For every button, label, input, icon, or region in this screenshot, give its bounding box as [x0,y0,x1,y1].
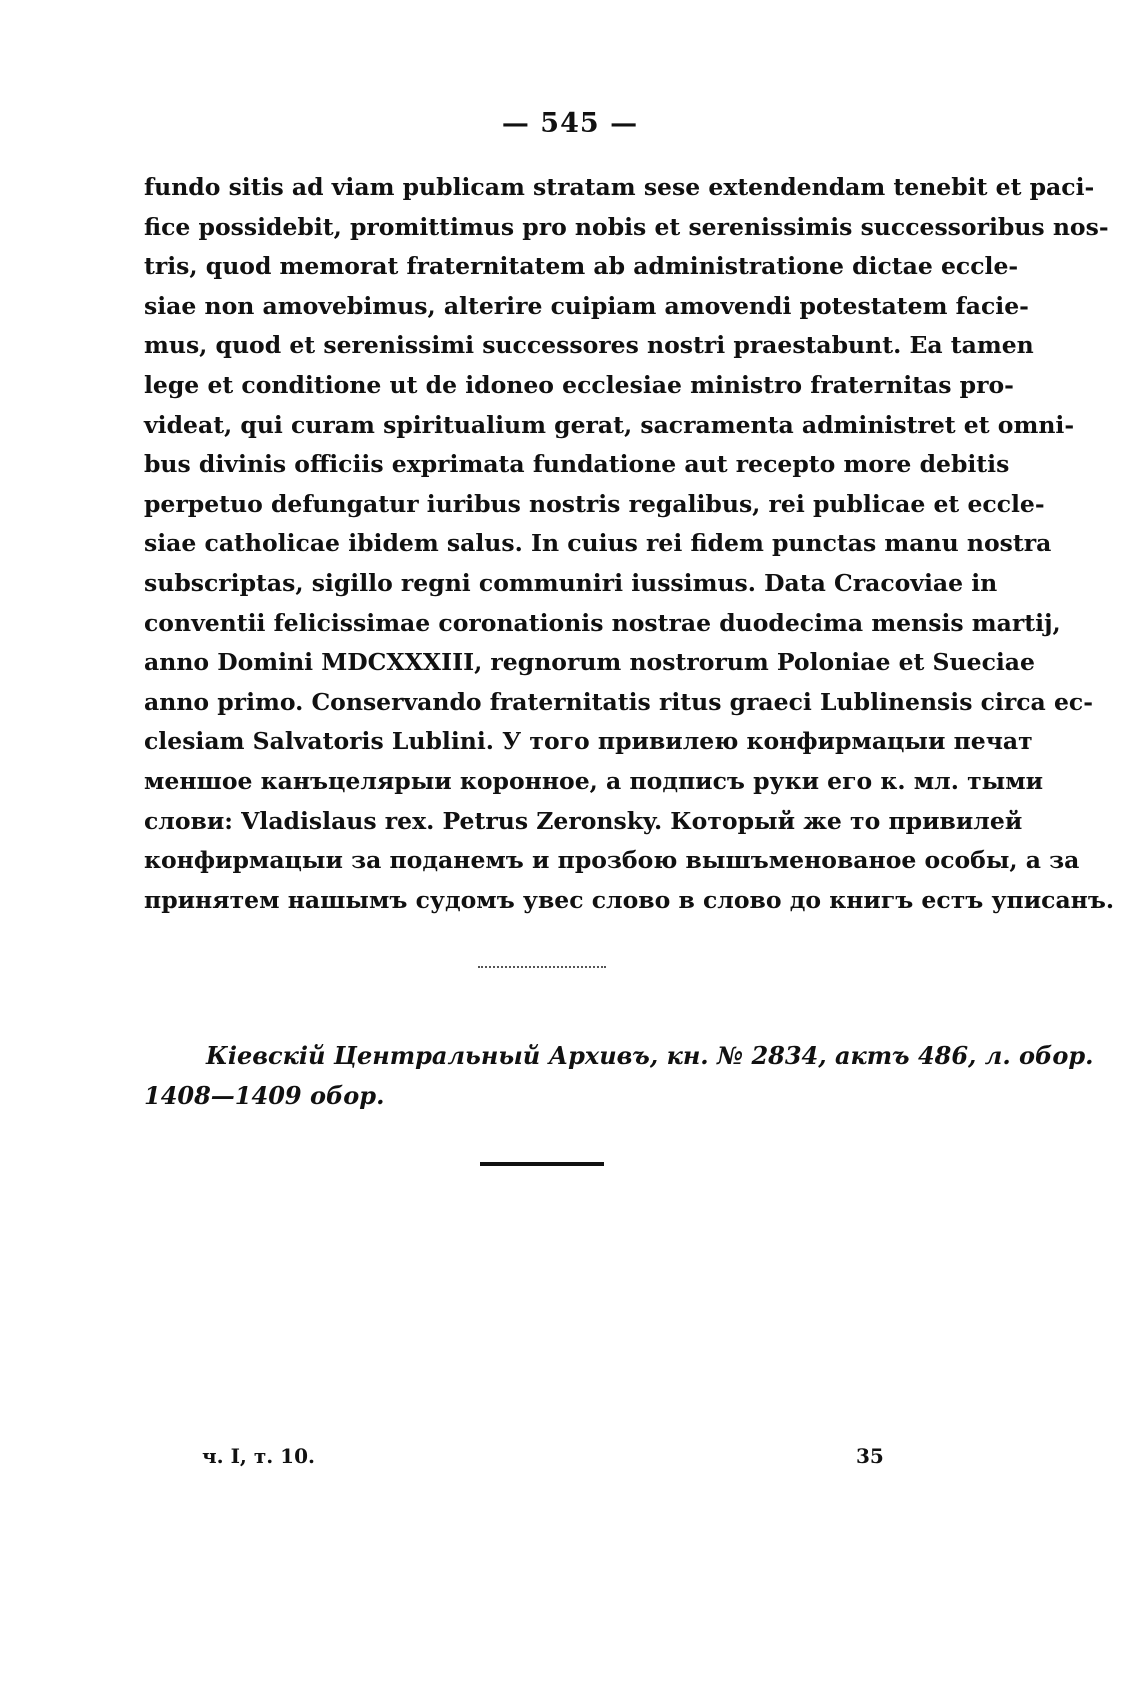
section-separator [478,966,606,968]
text-line: anno primo. Conservando fraternitatis ritus graeci Lublinensis circa ec- [144,687,1093,716]
citation-line: 1408—1409 обор. [144,1081,385,1110]
text-line: clesiam Salvatoris Lublini. У того привилею конфирмацыи печат [144,727,1033,756]
archive-citation [144,1036,1094,1116]
citation-line: Кіевскій Центральный Архивъ, кн. № 2834, актъ 486, л. обор. [206,1041,1094,1070]
text-line: lege et conditione ut de idoneo ecclesiae ministro fraternitas pro- [144,370,1014,399]
body-text [144,168,1115,920]
text-line: меншое канъцелярыи коронное, а подписъ руки его к. мл. тыми [144,766,1044,795]
text-line: siae non amovebimus, alterire cuipiam amovendi potestatem facie- [144,291,1029,320]
text-line: bus divinis officiis exprimata fundatione aut recepto more debitis [144,450,1010,479]
text-line: perpetuo defungatur iuribus nostris regalibus, rei publicae et eccle- [144,489,1045,518]
text-line: subscriptas, sigillo regni communiri iussimus. Data Cracoviae in [144,568,998,597]
text-line: anno Domini MDCXXXIII, regnorum nostrorum Poloniae et Sueciae [144,648,1035,677]
end-rule [480,1162,604,1166]
text-line: fundo sitis ad viam publicam stratam sese extendendam tenebit et paci- [144,173,1095,201]
text-line: fice possidebit, promittimus pro nobis et serenissimis successoribus nos- [144,212,1109,241]
text-line: siae catholicae ibidem salus. In cuius rei fidem punctas manu nostra [144,529,1052,558]
text-line: mus, quod et serenissimi successores nostri praestabunt. Ea tamen [144,331,1034,360]
text-line: принятем нашымъ судомъ увес слово в слово до книгъ естъ уписанъ. [144,885,1115,914]
text-line: conventii felicissimae coronationis nostrae duodecima mensis martij, [144,608,1061,637]
footer-signature: ч. I, т. 10. [202,1444,315,1468]
page-number: — 545 — [501,108,639,139]
footer-sheet-number: 35 [856,1444,884,1468]
text-line: tris, quod memorat fraternitatem ab administratione dictae eccle- [144,252,1019,281]
text-line: слови: Vladislaus rex. Petrus Zeronsky. Который же то привилей [144,806,1023,835]
text-line: videat, qui curam spiritualium gerat, sacramenta administret et omni- [144,410,1075,439]
text-line: конфирмацыи за поданемъ и прозбою вышъменованое особы, а за [144,846,1080,875]
